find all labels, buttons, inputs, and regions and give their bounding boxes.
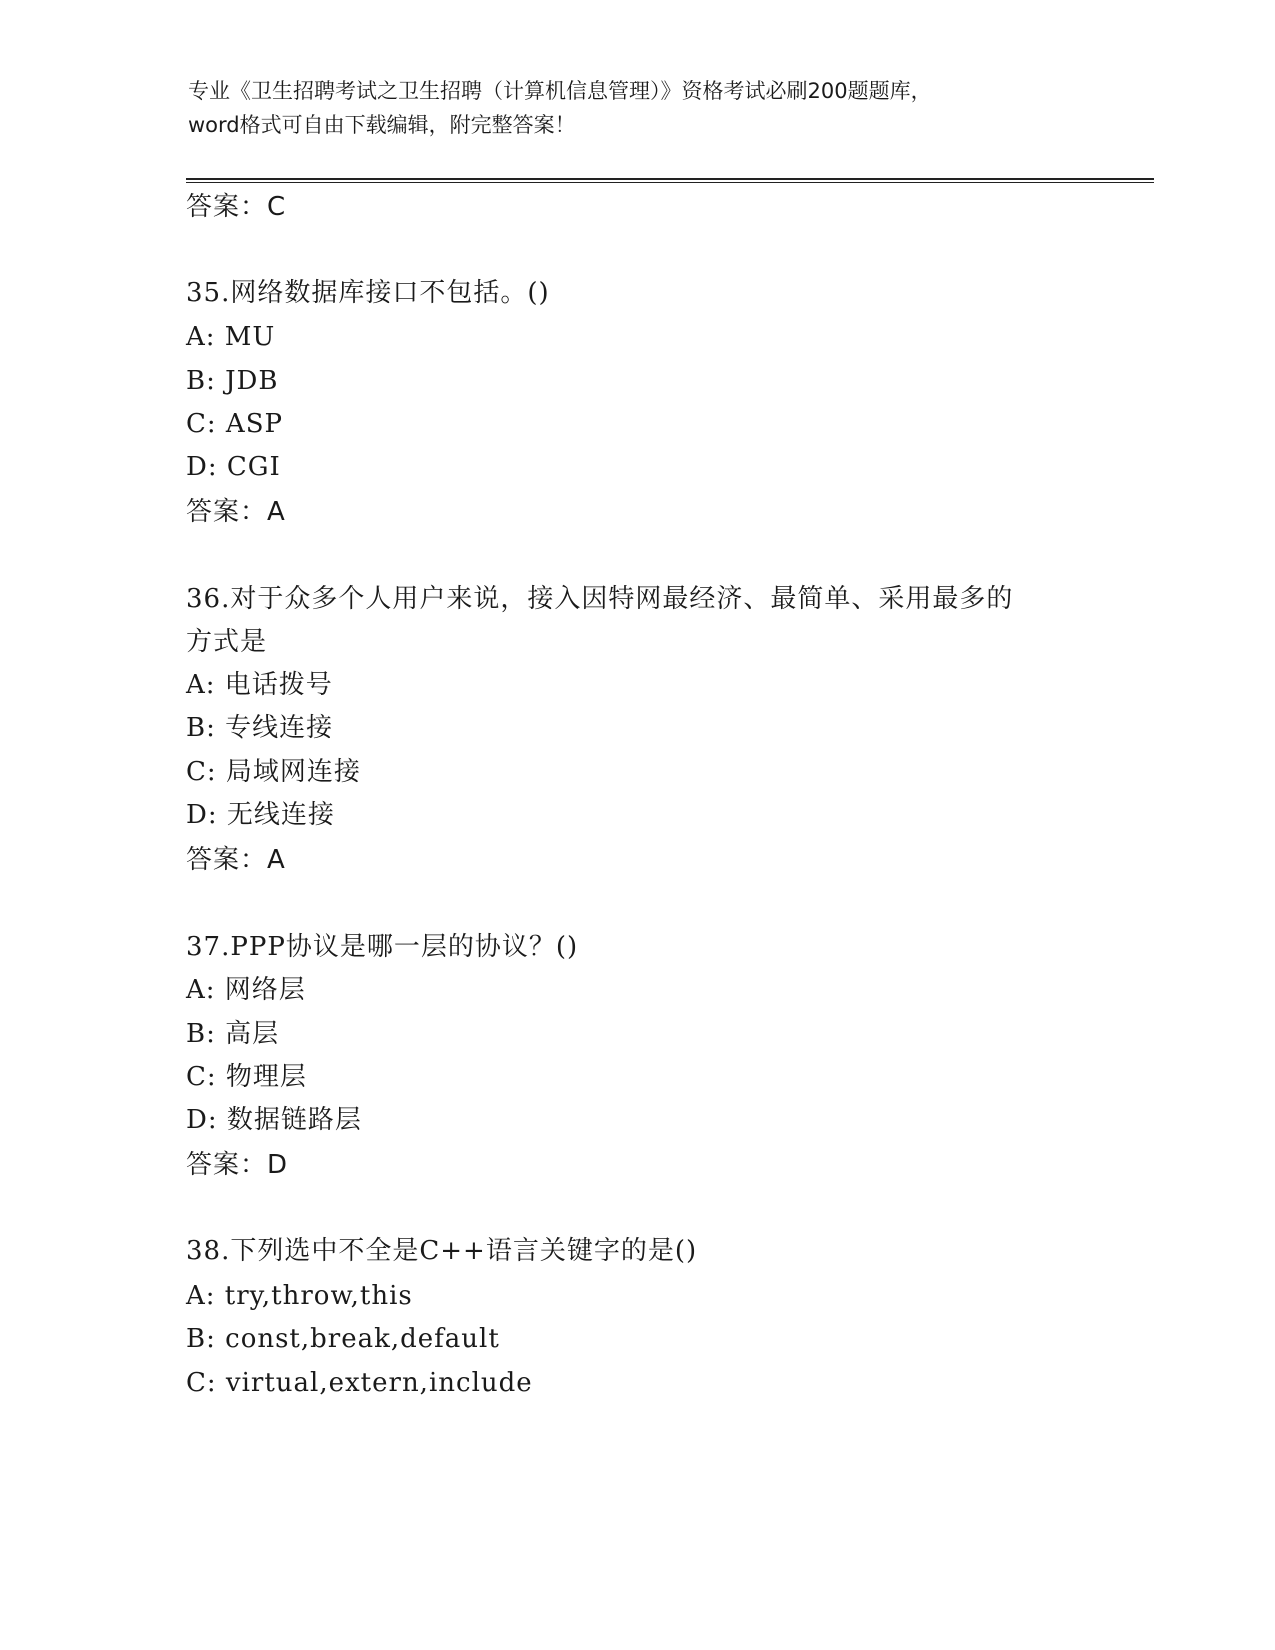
question-37-answer: 答案：D — [186, 1150, 289, 1180]
question-38-option-c: C: virtual,extern,include — [186, 1368, 533, 1398]
question-36-option-a: A: 电话拨号 — [186, 670, 333, 700]
header-line-1: 专业《卫生招聘考试之卫生招聘（计算机信息管理）》资格考试必刷200题题库， — [188, 79, 932, 103]
question-35-option-c: C: ASP — [186, 409, 283, 439]
question-35-option-a: A: MU — [186, 322, 276, 352]
question-37-option-d: D: 数据链路层 — [186, 1105, 362, 1135]
document-header — [188, 74, 1088, 142]
header-divider-thin — [186, 182, 1154, 183]
question-36-stem-line-2: 方式是 — [186, 627, 268, 657]
answer-prev: 答案：C — [186, 192, 287, 222]
question-35-answer: 答案：A — [186, 497, 286, 527]
question-38-option-a: A: try,throw,this — [186, 1281, 413, 1311]
question-37-option-a: A: 网络层 — [186, 975, 306, 1005]
header-line-2: word格式可自由下载编辑，附完整答案！ — [188, 113, 576, 137]
question-35-stem: 35.网络数据库接口不包括。() — [186, 278, 550, 308]
question-38-stem: 38.下列选中不全是C++语言关键字的是() — [186, 1236, 698, 1266]
question-37-option-b: B: 高层 — [186, 1019, 280, 1049]
question-36-option-d: D: 无线连接 — [186, 800, 335, 830]
question-36-stem-line-1: 36.对于众多个人用户来说，接入因特网最经济、最简单、采用最多的 — [186, 584, 1014, 614]
question-38-option-b: B: const,break,default — [186, 1324, 500, 1354]
question-35-option-d: D: CGI — [186, 452, 281, 482]
header-divider — [186, 178, 1154, 180]
question-36-option-c: C: 局域网连接 — [186, 757, 361, 787]
question-36-option-b: B: 专线连接 — [186, 713, 334, 743]
question-37-stem: 37.PPP协议是哪一层的协议？() — [186, 932, 579, 962]
question-36-answer: 答案：A — [186, 845, 286, 875]
question-35-option-b: B: JDB — [186, 366, 279, 396]
question-37-option-c: C: 物理层 — [186, 1062, 307, 1092]
